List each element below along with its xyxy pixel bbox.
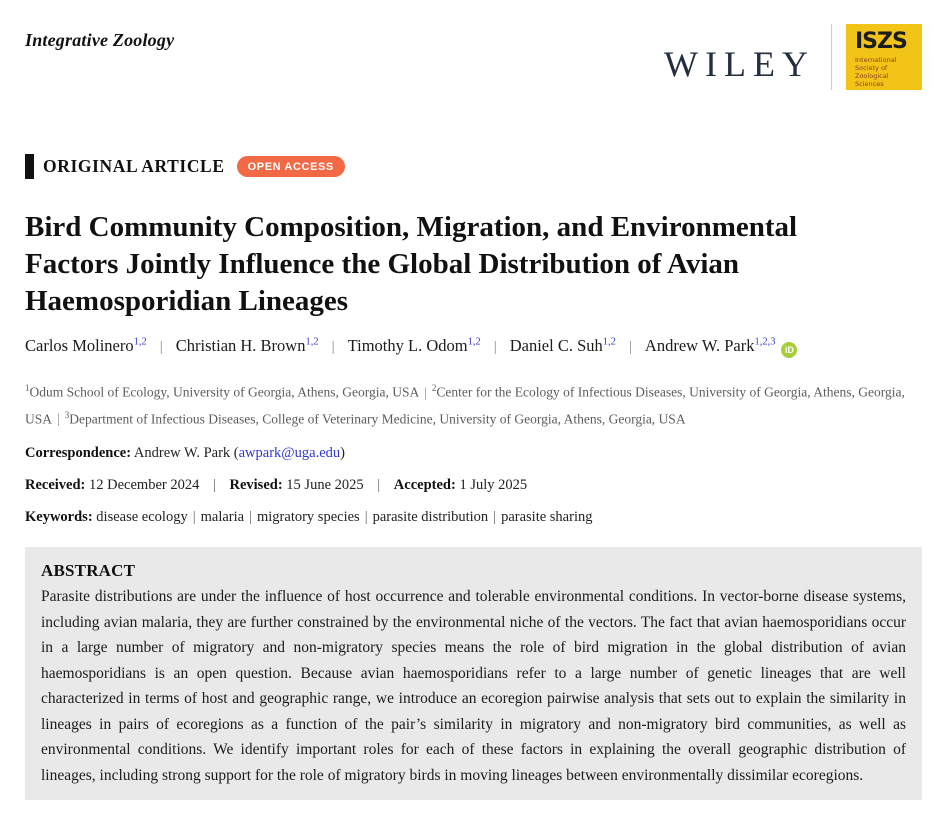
received-label: Received: — [25, 477, 86, 493]
logo-divider — [831, 24, 832, 90]
correspondence-label: Correspondence: — [25, 445, 132, 461]
article-type-accent-bar — [25, 154, 34, 179]
keywords-line — [25, 509, 912, 526]
iszs-subtitle-line: Zoological Sciences — [855, 72, 889, 88]
author — [25, 336, 147, 355]
author — [510, 336, 616, 355]
accepted-label: Accepted: — [393, 477, 456, 493]
affiliation-text: Department of Infectious Diseases, College of Veterinary Medicine, University of Georgia, Athens, Georgia, USA — [69, 411, 686, 426]
iszs-subtitle-line: Society of — [855, 64, 888, 72]
abstract-text: Parasite distributions are under the influence of host occurrence and tolerable environmental conditions. In vector-borne disease systems, including avian malaria, they are further constrained by the environmental niche of the vectors. The fact that avian haemosporidians occur in a large number of migratory and non-migratory species means the role of bird migration in the global distribution of avian haemosporidians is an open question. Because avian haemosporidians refer to a large number of genetic lineages that are well characterized in terms of host and geographic range, we introduce an ecoregion pairwise analysis that sets out to explain the similarity in lineages in pairs of ecoregions as a function of the pair’s similarity in migratory and non-migratory bird communities, as well as environmental conditions. We identify important roles for each of these factors in explaining the overall geographic distribution of lineages, including strong support for the role of migratory birds in moving lineages between environmentally dissimilar ecoregions. — [41, 588, 906, 784]
author — [348, 336, 481, 355]
author-list — [25, 336, 922, 358]
author-name: Carlos Molinero — [25, 336, 134, 355]
open-access-badge[interactable]: OPEN ACCESS — [237, 156, 345, 177]
date-separator: | — [212, 477, 216, 493]
iszs-logo — [846, 24, 922, 90]
author — [176, 336, 319, 355]
author-separator: | — [159, 339, 163, 355]
keyword-separator: | — [249, 509, 252, 525]
correspondence-line — [25, 445, 912, 462]
affiliation-separator: | — [57, 411, 60, 426]
iszs-acronym: ISZS — [855, 29, 907, 54]
keyword: disease ecology — [96, 509, 188, 525]
author-separator: | — [493, 339, 497, 355]
wiley-logo: WILEY — [664, 44, 815, 84]
keyword: parasite distribution — [372, 509, 489, 525]
iszs-subtitle-line: International — [855, 56, 897, 64]
author-separator: | — [628, 339, 632, 355]
correspondence-email[interactable]: awpark@uga.edu — [238, 445, 341, 461]
orcid-icon[interactable]: iD — [781, 342, 797, 358]
affiliation-sup: 1 — [25, 383, 30, 393]
affiliation-sup: 2 — [431, 383, 437, 393]
author-affil-sup: 1,2 — [602, 336, 616, 348]
abstract-box — [25, 547, 922, 800]
revised-date: 15 June 2025 — [286, 477, 364, 493]
author-affil-sup: 1,2 — [305, 336, 319, 348]
author-name: Timothy L. Odom — [347, 336, 468, 355]
affiliation-text: Center for the Ecology of Infectious Diseases, University of Georgia, Athens, Georgia, USA — [25, 384, 905, 426]
abstract-heading: ABSTRACT — [41, 561, 136, 580]
author — [645, 336, 798, 355]
received-date: 12 December 2024 — [89, 477, 200, 493]
paren-close: ) — [340, 445, 345, 461]
affiliation-separator: | — [424, 384, 427, 400]
author-affil-sup: 1,2,3 — [754, 336, 776, 348]
author-name: Daniel C. Suh — [509, 336, 603, 355]
logo-group — [664, 24, 922, 90]
article-title: Bird Community Composition, Migration, and Environmental Factors Jointly Influence the Global Distribution of Avian Haemosporidian Lineages — [25, 211, 798, 317]
keyword-separator: | — [364, 509, 368, 525]
paren-open: ( — [233, 445, 239, 461]
keywords-label: Keywords: — [25, 509, 93, 525]
article-type-row — [25, 154, 940, 179]
iszs-subtitle — [855, 56, 916, 88]
author-name: Christian H. Brown — [175, 336, 306, 355]
keyword-separator: | — [192, 509, 196, 525]
keyword-separator: | — [493, 509, 497, 525]
keyword: malaria — [200, 509, 245, 525]
author-separator: | — [331, 339, 335, 355]
correspondence-name: Andrew W. Park — [133, 445, 231, 461]
page-header — [0, 0, 940, 90]
affiliation-sup: 3 — [64, 409, 70, 420]
date-separator: | — [377, 477, 381, 493]
keyword: parasite sharing — [501, 509, 593, 525]
revised-label: Revised: — [229, 477, 283, 493]
author-name: Andrew W. Park — [644, 336, 755, 355]
author-affil-sup: 1,2 — [467, 336, 481, 348]
article-type-label: ORIGINAL ARTICLE — [43, 156, 225, 176]
author-affil-sup: 1,2 — [133, 336, 147, 348]
keyword: migratory species — [257, 509, 360, 525]
accepted-date: 1 July 2025 — [459, 477, 528, 493]
journal-name: Integrative Zoology — [25, 30, 175, 50]
history-dates-line — [25, 477, 912, 494]
affiliation-text: Odum School of Ecology, University of Georgia, Athens, Georgia, USA — [29, 384, 420, 400]
affiliations — [25, 377, 912, 430]
